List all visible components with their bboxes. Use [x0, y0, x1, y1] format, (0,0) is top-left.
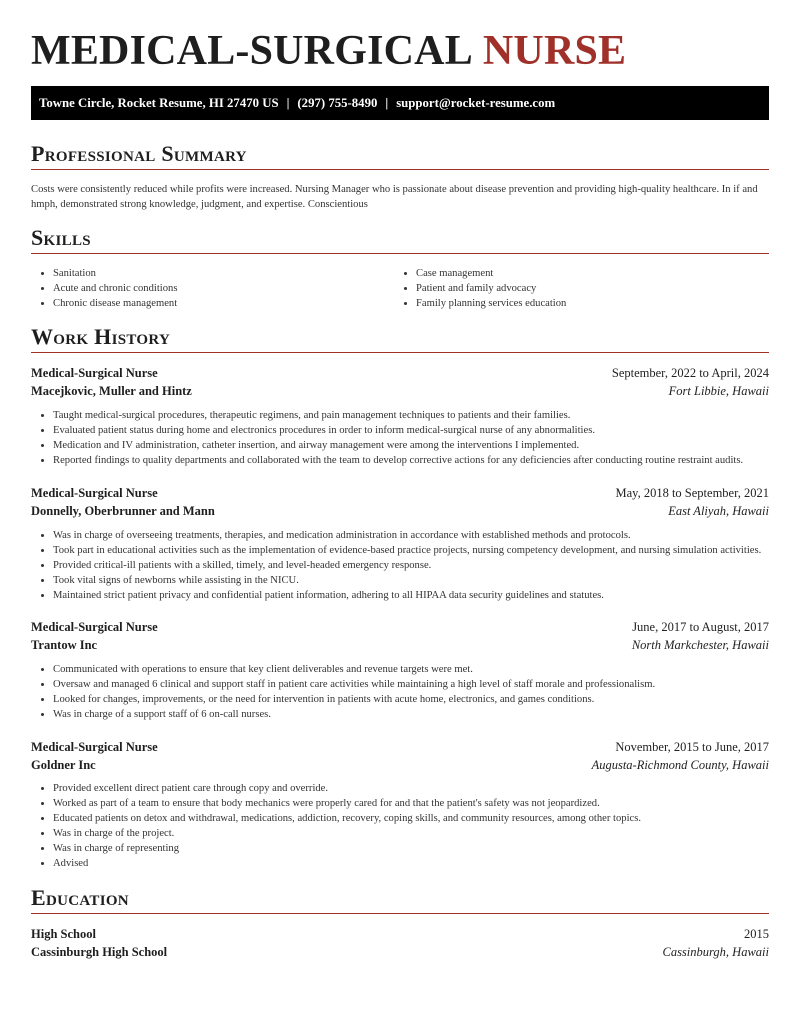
- job-dates: November, 2015 to June, 2017: [615, 740, 769, 754]
- job-dates: May, 2018 to September, 2021: [615, 486, 769, 500]
- skill-item: • Case management: [416, 266, 566, 281]
- skill-item: • Family planning services education: [416, 296, 566, 311]
- job-dates: September, 2022 to April, 2024: [611, 366, 769, 380]
- job-bullet: • Evaluated patient status during home and electronics procedures in order to inform medical-surgical nurse of any abnormalities.: [53, 423, 791, 438]
- job-bullet: • Maintained strict patient privacy and confidential patient information, adhering to all HIPAA data security guidelines and statutes.: [53, 588, 791, 603]
- job-bullet: • Communicated with operations to ensure that key client deliverables and revenue targets were met.: [53, 662, 791, 677]
- job-bullet: • Oversaw and managed 6 clinical and support staff in patient care activities while maintaining a high level of staff morale and professionalism.: [53, 677, 791, 692]
- job-bullet: • Taught medical-surgical procedures, therapeutic regimens, and pain management techniques to patients and their families.: [53, 408, 791, 423]
- job-bullet: • Provided critical-ill patients with a skilled, timely, and level-headed emergency response.: [53, 558, 791, 573]
- job-dates: June, 2017 to August, 2017: [632, 620, 769, 634]
- summary-text: Costs were consistently reduced while profits were increased. Nursing Manager who is passionate about disease prevention and providing high-quality healthcare. In if and hmph, demonstrated strong knowledge, judgment, and expertise. Conscientious: [31, 184, 758, 210]
- job-bullet: • Educated patients on detox and withdrawal, medications, addiction, recovery, coping skills, and community resources, among other topics.: [53, 811, 791, 826]
- education-heading: Education: [31, 885, 769, 914]
- job-bullet: • Was in charge of the project.: [53, 826, 791, 841]
- job-company: Trantow Inc: [31, 638, 98, 652]
- summary-heading: Professional Summary: [31, 141, 769, 170]
- skills-list-left: [31, 266, 177, 312]
- job-bullet: • Was in charge of a support staff of 6 on-call nurses.: [53, 707, 791, 722]
- contact-separator: |: [385, 96, 389, 110]
- education-location: Cassinburgh, Hawaii: [662, 945, 769, 959]
- job-bullets: [31, 528, 791, 603]
- job-company: Donnelly, Oberbrunner and Mann: [31, 504, 215, 518]
- job-location: North Markchester, Hawaii: [631, 638, 769, 652]
- contact-email: support@rocket-resume.com: [396, 96, 556, 110]
- job-title: Medical-Surgical Nurse: [31, 486, 158, 500]
- skills-list-right: [394, 266, 566, 312]
- job-company: Macejkovic, Muller and Hintz: [31, 384, 192, 398]
- job-bullet: • Worked as part of a team to ensure that body mechanics were properly cared for and that the patient's safety was not jeopardized.: [53, 796, 791, 811]
- contact-separator: |: [286, 96, 290, 110]
- job-bullets: [31, 408, 791, 468]
- job-company: Goldner Inc: [31, 758, 96, 772]
- job-location: Fort Libbie, Hawaii: [668, 384, 769, 398]
- job-bullet: • Was in charge of representing: [53, 841, 791, 856]
- job-location: East Aliyah, Hawaii: [668, 504, 769, 518]
- name-last: NURSE: [482, 28, 627, 74]
- contact-bar: [31, 86, 769, 120]
- job-bullet: • Took part in educational activities such as the implementation of evidence-based practice projects, nursing competency development, and nursing simulation activities.: [53, 543, 791, 558]
- skill-item: • Acute and chronic conditions: [53, 281, 177, 296]
- skill-item: • Patient and family advocacy: [416, 281, 566, 296]
- job-title: Medical-Surgical Nurse: [31, 740, 158, 754]
- resume-name: [31, 26, 626, 76]
- skill-item: • Chronic disease management: [53, 296, 177, 311]
- skill-item: • Sanitation: [53, 266, 177, 281]
- job-location: Augusta-Richmond County, Hawaii: [591, 758, 769, 772]
- skills-heading: Skills: [31, 225, 769, 254]
- education-year: 2015: [744, 927, 769, 941]
- job-bullets: [31, 781, 791, 872]
- job-bullet: • Medication and IV administration, catheter insertion, and airway management were among the interventions I implemented.: [53, 438, 791, 453]
- education-school: Cassinburgh High School: [31, 945, 168, 959]
- job-bullet: • Reported findings to quality departments and collaborated with the team to develop corrective actions for any deficiencies after conducting routine restraint audits.: [53, 453, 791, 468]
- job-bullet: • Looked for changes, improvements, or the need for intervention in patients with acute home, electronics, and games conditions.: [53, 692, 791, 707]
- contact-phone: (297) 755-8490: [297, 96, 378, 110]
- job-bullet: • Advised: [53, 856, 791, 871]
- job-title: Medical-Surgical Nurse: [31, 366, 158, 380]
- job-bullet: • Was in charge of overseeing treatments, therapies, and medication administration in accordance with established methods and protocols.: [53, 528, 791, 543]
- job-bullet: • Provided excellent direct patient care through copy and override.: [53, 781, 791, 796]
- education-degree: High School: [31, 927, 96, 941]
- job-title: Medical-Surgical Nurse: [31, 620, 158, 634]
- job-bullets: [31, 662, 791, 722]
- contact-address: Towne Circle, Rocket Resume, HI 27470 US: [39, 96, 279, 110]
- name-first: MEDICAL-SURGICAL: [31, 28, 473, 74]
- job-bullet: • Took vital signs of newborns while assisting in the NICU.: [53, 573, 791, 588]
- work-heading: Work History: [31, 324, 769, 353]
